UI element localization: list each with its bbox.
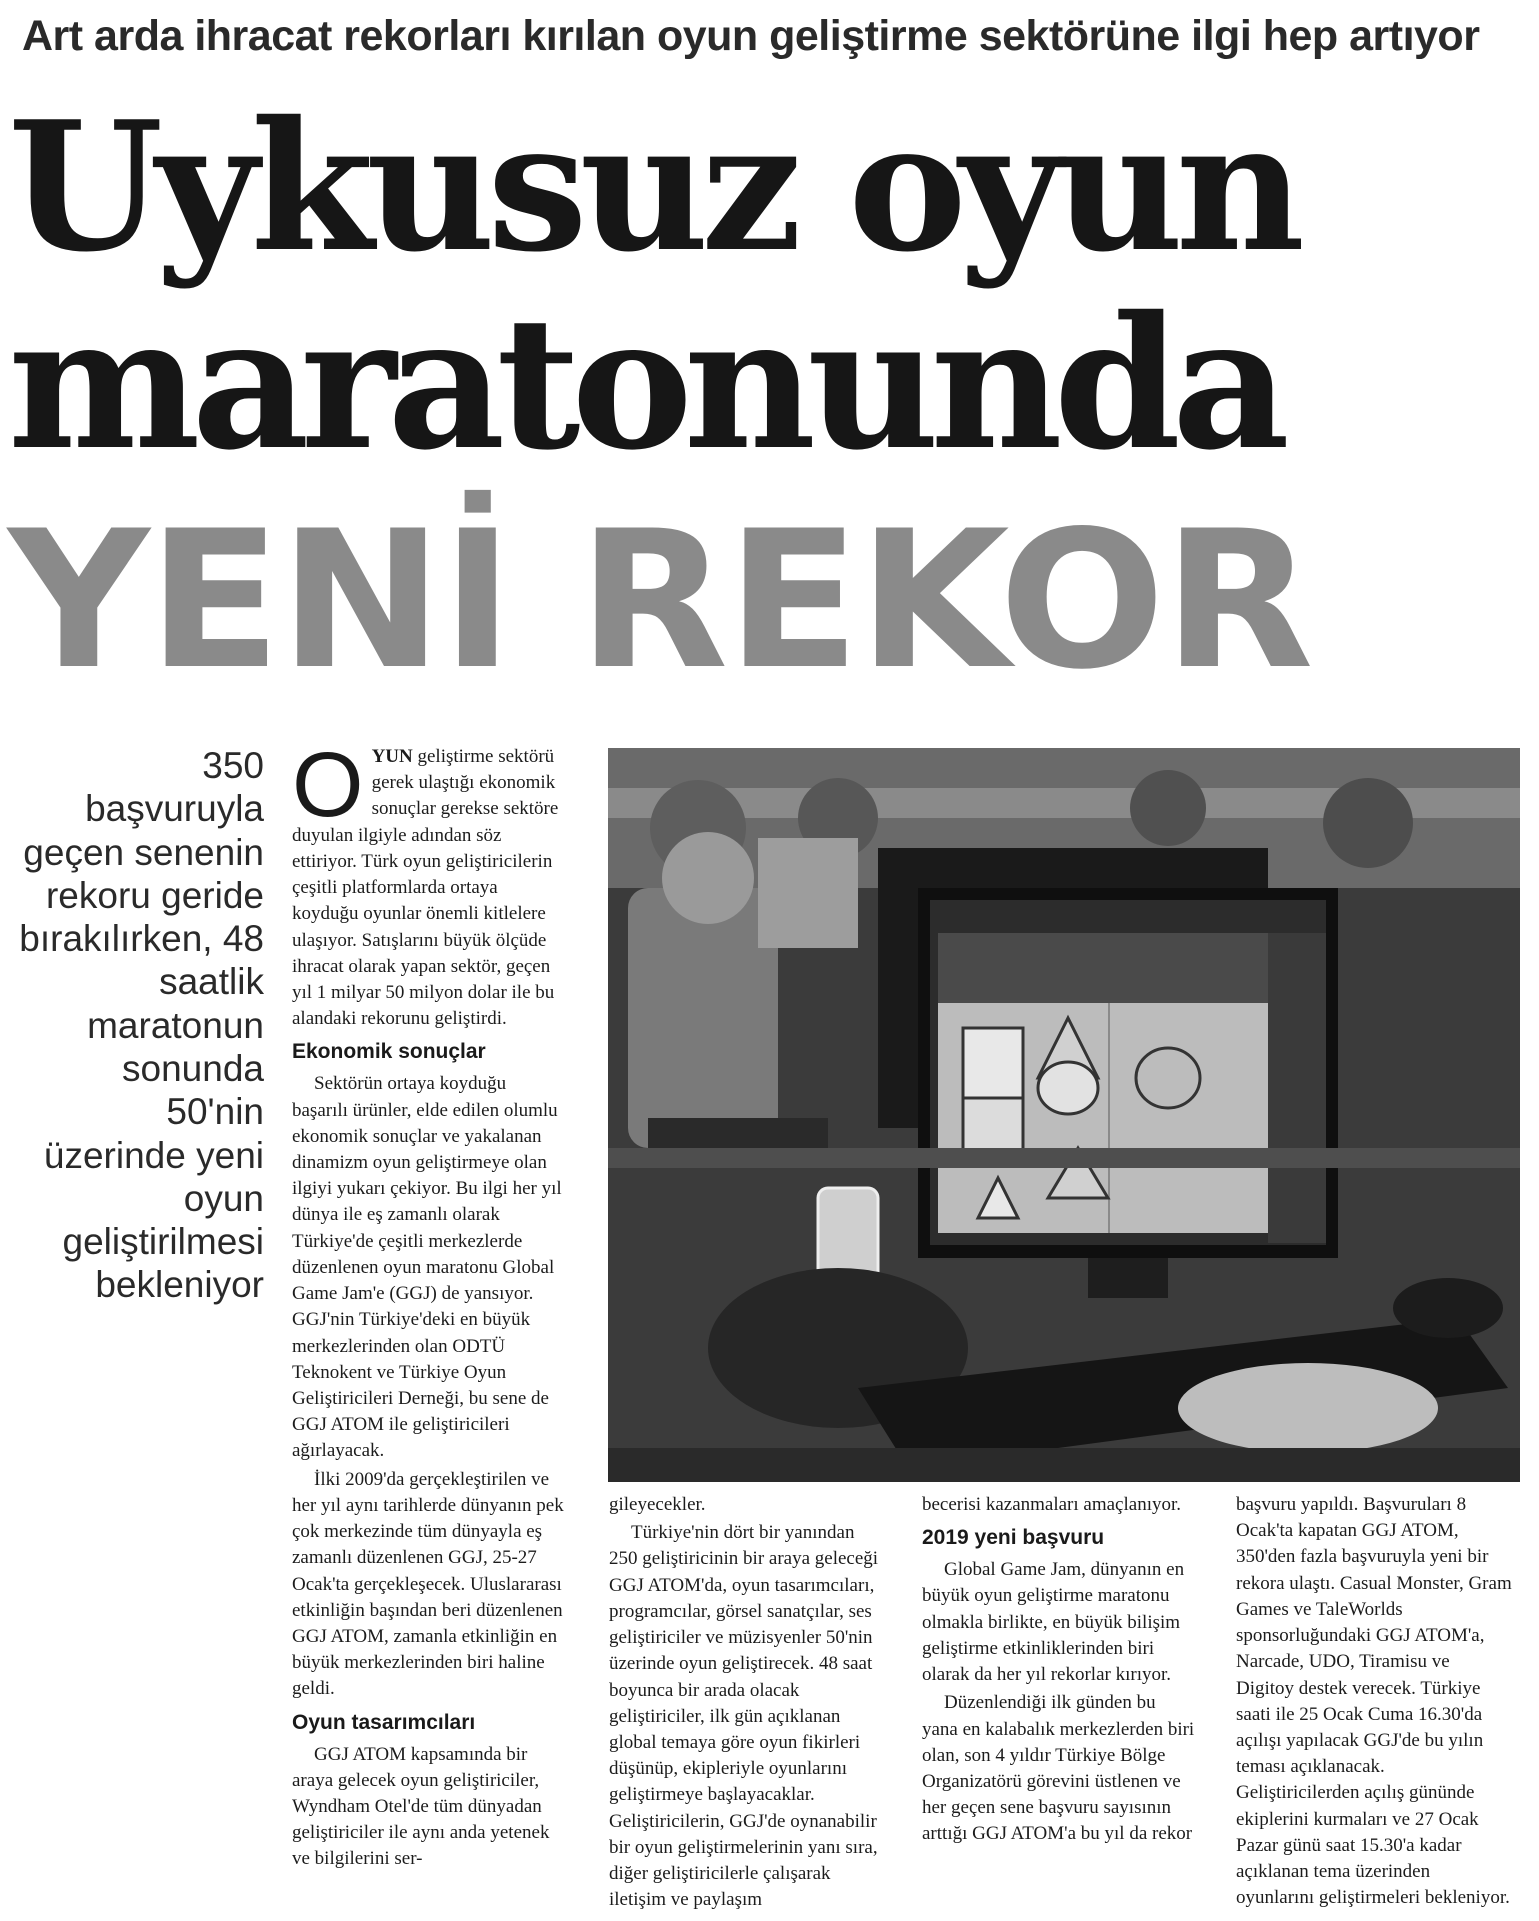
drop-cap: O bbox=[292, 734, 364, 836]
paragraph: İlki 2009'da gerçekleştirilen ve her yıl aynı tarihlerde dünyanın pek çok merkezinde tüm dünyayla eş zamanlı düzenlenen GGJ, 25-27 Ocak'ta gerçekleşecek. Uluslararası etkinliğin başından beri düzenlenen GGJ ATOM, zamanla etkinliğin en büyük merkezlerinden biri haline geldi. bbox=[292, 1468, 564, 1700]
paragraph: GGJ ATOM kapsamında bir araya gelecek oyun geliştiriciler, Wyndham Otel'de tüm dünyadan geliştiriciler ile aynı anda yetenek ve bilgilerini ser- bbox=[292, 1743, 550, 1870]
lead-paragraph bbox=[292, 734, 564, 1032]
paragraph: Sektörün ortaya koyduğu başarılı ürünler, elde edilen olumlu ekonomik sonuçlar ve yakalanan dinamizm oyun geliştirmeye olan ilgiyi yukarı çekiyor. Bu ilgi her yıl dünya ile eş zamanlı olarak Türkiye'de çeşitli merkezlerde düzenlenen oyun maratonu Global Game Jam'e (GGJ) de yansıyor. GGJ'nin Türkiye'deki en büyük merkezlerinden olan ODTÜ Teknokent ve Türkiye Oyun Geliştiricileri Derneği, bu sene de GGJ ATOM ile geliştiricileri ağırlayacak. bbox=[292, 1073, 562, 1462]
paragraph: başvuru yapıldı. Başvuruları 8 Ocak'ta kapatan GGJ ATOM, 350'den fazla başvuruyla yeni bir rekora ulaştı. Casual Monster, Gram Games ve TaleWorlds sponsorluğundaki GGJ ATOM'a, Narcade, UDO, Tiramisu ve Digitoy destek verecek. Türkiye saati ile 25 Ocak Cuma 16.30'da açılışı yapılacak GGJ'de bu yılın teması açıklanacak. Geliştiricilerden açılış gününde ekiplerini kurmaları ve 27 Ocak Pazar günü saat 15.30'a kadar açıklanan tema üzerinden oyunlarını geliştirmeleri bekleniyor. bbox=[1236, 1494, 1512, 1909]
headline-line-2: maratonunda bbox=[8, 276, 1281, 490]
article-photo bbox=[608, 748, 1520, 1482]
article-column-1 bbox=[292, 734, 564, 1875]
subheading-2019: 2019 yeni başvuru bbox=[922, 1526, 1105, 1550]
kicker: Art arda ihracat rekorları kırılan oyun geliştirme sektörüne ilgi hep artıyor bbox=[22, 12, 1480, 60]
lead-bold-word: YUN bbox=[371, 746, 413, 767]
paragraph: Düzenlendiği ilk günden bu yana en kalabalık merkezlerden biri olan, son 4 yıldır Türkiye Bölge Organizatörü görevini üstlenen ve her geçen sene başvuru sayısının arttığı GGJ ATOM'a bu yıl da rekor bbox=[922, 1692, 1195, 1845]
paragraph: Global Game Jam, dünyanın en büyük oyun geliştirme maratonu olmakla birlikte, en büyük bilişim geliştirme etkinliklerinden biri olarak da her yıl rekorlar kırıyor. bbox=[922, 1559, 1185, 1686]
paragraph: gileyecekler. bbox=[609, 1494, 706, 1515]
article-column-4 bbox=[1236, 1492, 1512, 1914]
headline-line-1: Uykusuz oyun bbox=[8, 82, 1298, 291]
spot-summary: 350 başvuruyla geçen senenin rekoru geride bırakılırken, 48 saatlik maratonun sonunda 50'nin üzerinde yeni oyun geliştirilmesi bekleniyor bbox=[19, 745, 264, 1306]
subheading-oyun-tasarimcilari: Oyun tasarımcıları bbox=[292, 1710, 476, 1734]
photo-illustration bbox=[608, 748, 1520, 1482]
paragraph: Türkiye'nin dört bir yanından 250 geliştiricinin bir araya geleceği GGJ ATOM'da, oyun tasarımcıları, programcılar, görsel sanatçılar, ses geliştiriciler ve müzisyenler 50'nin üzerinde oyun geliştirecek. 48 saat boyunca bir arada olacak geliştiriciler, ilk gün açıklanan global temaya göre oyun fikirleri düşünüp, ekipleriyle oyunlarını geliştirmeye başlayacaklar. Geliştiricilerin, GGJ'de oynanabilir bir oyun geliştirmelerinin yanı sıra, diğer geliştiricilerle çalışarak iletişim ve paylaşım bbox=[609, 1522, 879, 1911]
paragraph: becerisi kazanmaları amaçlanıyor. bbox=[922, 1494, 1182, 1515]
lead-text: geliştirme sektörü gerek ulaştığı ekonomik sonuçlar gerekse sektöre duyulan ilgiyle adından söz ettiriyor. Türk oyun geliştiricilerin çeşitli platformlarda ortaya koyduğu oyunlar önemli kitlelere ulaşıyor. Satışlarını büyük ölçüde ihracat olarak yapan sektör, geçen yıl 1 milyar 50 milyon dolar ile bu alandaki rekorunu geliştirdi. bbox=[292, 746, 559, 1030]
headline-line-3: YENİ REKOR bbox=[8, 490, 1312, 711]
article-column-2 bbox=[609, 1492, 885, 1916]
subheading-ekonomik: Ekonomik sonuçlar bbox=[292, 1040, 486, 1064]
article-column-3 bbox=[922, 1492, 1196, 1850]
